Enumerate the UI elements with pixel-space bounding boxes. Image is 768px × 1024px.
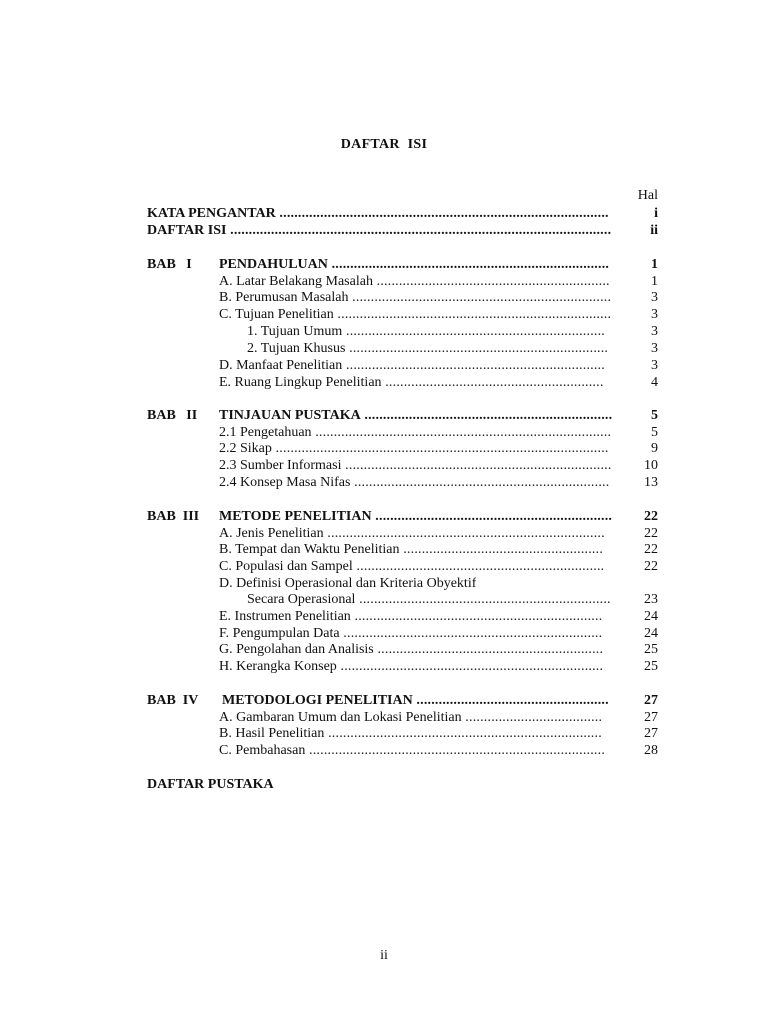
toc-entry-text: METODOLOGI PENELITIAN — [222, 693, 413, 708]
toc-entry-text: 2. Tujuan Khusus — [247, 341, 346, 356]
toc-page-number: 27 — [644, 710, 658, 725]
leader-dots: ...................................................... — [399, 542, 604, 557]
leader-dots: ................................................................................ — [305, 743, 606, 758]
page-number: ii — [380, 948, 388, 963]
chapter-label: BAB I — [147, 257, 192, 272]
page-title: DAFTAR ISI — [340, 137, 428, 152]
toc-entry — [0, 641, 768, 658]
toc-entry — [0, 256, 768, 273]
toc-entry-title — [219, 508, 616, 525]
leader-dots: ................................................................... — [350, 609, 603, 624]
toc-entry-text: B. Perumusan Masalah — [219, 290, 349, 305]
toc-entry-title — [219, 457, 616, 474]
toc-entry-title — [219, 658, 616, 675]
toc-entry — [0, 776, 768, 793]
toc-entry-text: KATA PENGANTAR — [147, 206, 276, 221]
toc-entry-text: E. Ruang Lingkup Penelitian — [219, 375, 382, 390]
toc-entry — [0, 575, 768, 592]
toc-entry-text: A. Gambaran Umum dan Lokasi Penelitian — [219, 710, 462, 725]
leader-dots: .......................................................................... — [324, 726, 602, 741]
toc-entry-title — [219, 742, 616, 759]
toc-page-number: 22 — [644, 542, 658, 557]
toc-entry-text: F. Pengumpulan Data — [219, 626, 340, 641]
toc-page-number: 1 — [651, 274, 658, 289]
toc-entry — [0, 440, 768, 457]
leader-dots: ...................................................................... — [342, 358, 605, 373]
toc-entry — [0, 374, 768, 391]
toc-page-number: 3 — [651, 324, 658, 339]
toc-page-number: 5 — [651, 425, 658, 440]
toc-page-number: 4 — [651, 375, 658, 390]
leader-dots: ..................................................................... — [350, 475, 610, 490]
chapter-label: BAB III — [147, 509, 200, 524]
toc-entry-title — [147, 776, 274, 793]
toc-entry-title — [222, 692, 616, 709]
toc-entry — [0, 306, 768, 323]
toc-entry-title — [219, 575, 476, 592]
toc-entry-title — [219, 709, 616, 726]
toc-page-number: 5 — [651, 408, 658, 423]
leader-dots: ...................................................................... — [339, 626, 603, 641]
toc-entry — [0, 709, 768, 726]
toc-entry — [0, 205, 768, 222]
toc-entry-text: D. Manfaat Penelitian — [219, 358, 343, 373]
leader-dots: ................................................................... — [360, 408, 613, 423]
leader-dots: ................................................................... — [352, 559, 605, 574]
toc-entry — [0, 658, 768, 675]
toc-entry — [0, 608, 768, 625]
toc-entry-title — [219, 289, 616, 306]
toc-entry-text: 2.4 Konsep Masa Nifas — [219, 475, 351, 490]
toc-entry — [0, 525, 768, 542]
toc-page-number: 1 — [651, 257, 658, 272]
toc-entry-title — [219, 641, 616, 658]
leader-dots: .................................................................... — [355, 592, 611, 607]
toc-entry — [0, 591, 768, 608]
leader-dots: ........................................................... — [381, 375, 604, 390]
toc-page-number: 13 — [644, 475, 658, 490]
toc-page-number: 10 — [644, 458, 658, 473]
leader-dots: ....................................................................................................... — [226, 223, 612, 238]
leader-dots: ....................................................................... — [336, 659, 604, 674]
toc-entry-title — [219, 541, 616, 558]
leader-dots: ................................................................................ — [311, 425, 612, 440]
toc-entry-title — [219, 474, 616, 491]
toc-entry — [0, 323, 768, 340]
leader-dots: ...................................................................... — [345, 341, 609, 356]
leader-dots: .................................................... — [412, 693, 609, 708]
toc-entry-text: A. Jenis Penelitian — [219, 526, 324, 541]
toc-entry-text: G. Pengolahan dan Analisis — [219, 642, 374, 657]
toc-entry — [0, 742, 768, 759]
toc-page-number: 3 — [651, 307, 658, 322]
toc-entry-title — [219, 357, 616, 374]
toc-entry — [0, 289, 768, 306]
toc-page-number: 23 — [644, 592, 658, 607]
toc-entry-text: C. Pembahasan — [219, 743, 306, 758]
leader-dots: ...................................................................... — [342, 324, 606, 339]
leader-dots: ........................................................................... — [327, 257, 610, 272]
toc-entry-title — [219, 424, 616, 441]
toc-entry — [0, 357, 768, 374]
toc-entry-title — [219, 440, 616, 457]
toc-entry-title — [219, 374, 616, 391]
toc-entry-text: 1. Tujuan Umum — [247, 324, 343, 339]
toc-entry — [0, 457, 768, 474]
toc-entry-text: B. Tempat dan Waktu Penelitian — [219, 542, 400, 557]
toc-entry — [0, 725, 768, 742]
toc-page-number: 3 — [651, 341, 658, 356]
toc-entry — [0, 474, 768, 491]
toc-entry-title — [219, 608, 616, 625]
toc-entry-text: C. Tujuan Penelitian — [219, 307, 334, 322]
toc-entry-title — [247, 340, 616, 357]
leader-dots: ................................................................ — [371, 509, 613, 524]
leader-dots: .......................................................................................... — [271, 441, 609, 456]
toc-entry-title — [219, 306, 616, 323]
toc-entry — [0, 424, 768, 441]
toc-entry — [0, 625, 768, 642]
toc-entry-text: E. Instrumen Penelitian — [219, 609, 351, 624]
toc-entry — [0, 340, 768, 357]
toc-entry-text: H. Kerangka Konsep — [219, 659, 337, 674]
toc-page-number: 22 — [644, 559, 658, 574]
toc-entry-title — [219, 273, 616, 290]
toc-entry — [0, 222, 768, 239]
toc-entry — [0, 407, 768, 424]
toc-entry-text: 2.3 Sumber Informasi — [219, 458, 342, 473]
toc-entry-text: B. Hasil Penelitian — [219, 726, 325, 741]
toc-page-number: 25 — [644, 659, 658, 674]
toc-entry-text: PENDAHULUAN — [219, 257, 328, 272]
toc-entry-title — [219, 525, 616, 542]
toc-page-number: 24 — [644, 609, 658, 624]
toc-entry-title — [219, 725, 616, 742]
leader-dots: ...................................................................... — [348, 290, 612, 305]
toc-entry-text: D. Definisi Operasional dan Kriteria Obyektif — [219, 576, 477, 591]
toc-entry-title — [219, 625, 616, 642]
toc-entry-title — [247, 591, 616, 608]
toc-entry — [0, 541, 768, 558]
toc-page-number: ii — [650, 223, 658, 238]
toc-entry-title — [247, 323, 616, 340]
leader-dots: ..................................... — [461, 710, 603, 725]
leader-dots: ......................................................................................... — [275, 206, 609, 221]
toc-page-number: i — [654, 206, 658, 221]
toc-page-number: 22 — [644, 509, 658, 524]
toc-entry-title — [147, 205, 616, 222]
page-column-header: Hal — [637, 188, 658, 203]
toc-page-number: 3 — [651, 290, 658, 305]
toc-entry-text: Secara Operasional — [247, 592, 356, 607]
toc-entry-text: DAFTAR ISI — [147, 223, 227, 238]
toc-page-number: 24 — [644, 626, 658, 641]
leader-dots: ............................................................... — [372, 274, 610, 289]
leader-dots: ........................................................................... — [323, 526, 605, 541]
toc-entry-title — [219, 407, 616, 424]
leader-dots: .......................................................................... — [333, 307, 612, 322]
toc-page-number: 27 — [644, 726, 658, 741]
toc-page-number: 22 — [644, 526, 658, 541]
toc-page-number: 25 — [644, 642, 658, 657]
toc-entry-text: DAFTAR PUSTAKA — [147, 777, 274, 792]
toc-entry-text: METODE PENELITIAN — [219, 509, 372, 524]
toc-entry — [0, 273, 768, 290]
toc-entry-title — [147, 222, 616, 239]
toc-entry-text: TINJAUAN PUSTAKA — [219, 408, 361, 423]
toc-entry-text: A. Latar Belakang Masalah — [219, 274, 373, 289]
toc-page-number: 28 — [644, 743, 658, 758]
leader-dots: ........................................................................ — [341, 458, 612, 473]
toc-entry-text: 2.1 Pengetahuan — [219, 425, 312, 440]
toc-entry-text: C. Populasi dan Sampel — [219, 559, 353, 574]
toc-page-number: 9 — [651, 441, 658, 456]
chapter-label: BAB IV — [147, 693, 199, 708]
toc-entry-text: 2.2 Sikap — [219, 441, 272, 456]
toc-page-number: 27 — [644, 693, 658, 708]
toc-entry — [0, 508, 768, 525]
toc-entry-title — [219, 256, 616, 273]
chapter-label: BAB II — [147, 408, 198, 423]
toc-entry-title — [219, 558, 616, 575]
toc-entry — [0, 692, 768, 709]
toc-entry — [0, 558, 768, 575]
toc-page-number: 3 — [651, 358, 658, 373]
leader-dots: ............................................................. — [373, 642, 604, 657]
